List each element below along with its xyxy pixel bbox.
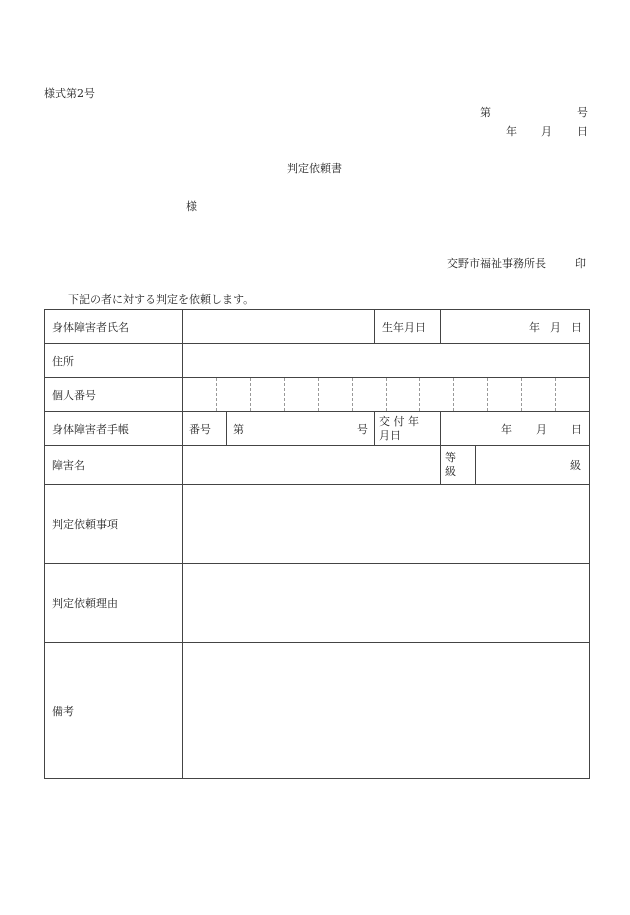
address-label: 住所 [45,344,183,378]
techo-number-label: 番号 [183,412,227,446]
digit-box[interactable] [488,378,522,411]
digit-box[interactable] [251,378,285,411]
remarks-label: 備考 [45,643,183,779]
digit-box[interactable] [319,378,353,411]
name-label: 身体障害者氏名 [45,310,183,344]
table-row [45,310,590,344]
issue-date-field[interactable] [441,412,590,446]
dob-year-label: 年 [529,320,541,334]
digit-box[interactable] [217,378,251,411]
dob-month-label: 月 [550,320,562,334]
date-day: 日 [577,125,588,138]
form-number: 様式第2号 [44,87,95,100]
digit-box[interactable] [183,378,217,411]
table-row [45,564,590,643]
document-title: 判定依頼書 [287,162,342,175]
grade-suffix: 級 [570,459,582,472]
name-field[interactable] [183,310,375,344]
grade-label-line2: 級 [445,465,457,478]
issue-year-label: 年 [501,422,513,436]
issue-day-label: 日 [571,422,583,436]
digit-box[interactable] [285,378,319,411]
dob-field[interactable] [441,310,590,344]
table-row [45,378,590,412]
sender-name: 交野市福祉事務所長 [447,257,546,270]
request-items-field[interactable] [183,485,590,564]
grade-label [441,446,476,485]
issue-date-label-line1: 交 付 年 [379,414,420,428]
digit-box[interactable] [353,378,387,411]
date-year: 年 [506,125,517,138]
digit-box[interactable] [522,378,556,411]
date-month: 月 [541,125,552,138]
mynumber-field[interactable] [183,378,590,412]
digit-box[interactable] [387,378,421,411]
grade-label-line1: 等 [445,451,457,464]
disability-label: 障害名 [45,446,183,485]
seal-mark: 印 [575,257,586,270]
address-field[interactable] [183,344,590,378]
issue-date-label [375,412,441,446]
issue-month-label: 月 [536,422,548,436]
doc-number-prefix: 第 [480,106,491,119]
table-row [45,643,590,779]
request-reason-label: 判定依頼理由 [45,564,183,643]
issue-date-label-line2: 月日 [379,428,402,442]
techo-no-prefix: 第 [233,422,244,436]
techo-number-field[interactable] [227,412,375,446]
digit-box[interactable] [454,378,488,411]
request-items-label: 判定依頼事項 [45,485,183,564]
remarks-field[interactable] [183,643,590,779]
table-row [45,446,590,485]
request-reason-field[interactable] [183,564,590,643]
digit-box[interactable] [556,378,589,411]
techo-label: 身体障害者手帳 [45,412,183,446]
intro-text: 下記の者に対する判定を依頼します。 [68,293,255,306]
dob-label: 生年月日 [375,310,441,344]
table-row [45,485,590,564]
table-row [45,344,590,378]
table-row [45,412,590,446]
techo-no-suffix: 号 [357,422,369,436]
digit-box[interactable] [420,378,454,411]
dob-day-label: 日 [571,320,583,334]
mynumber-label: 個人番号 [45,378,183,412]
addressee-honorific: 様 [186,200,197,213]
doc-number-suffix: 号 [577,106,588,119]
disability-field[interactable] [183,446,441,485]
request-form-table [44,309,590,779]
grade-field[interactable] [476,446,590,485]
